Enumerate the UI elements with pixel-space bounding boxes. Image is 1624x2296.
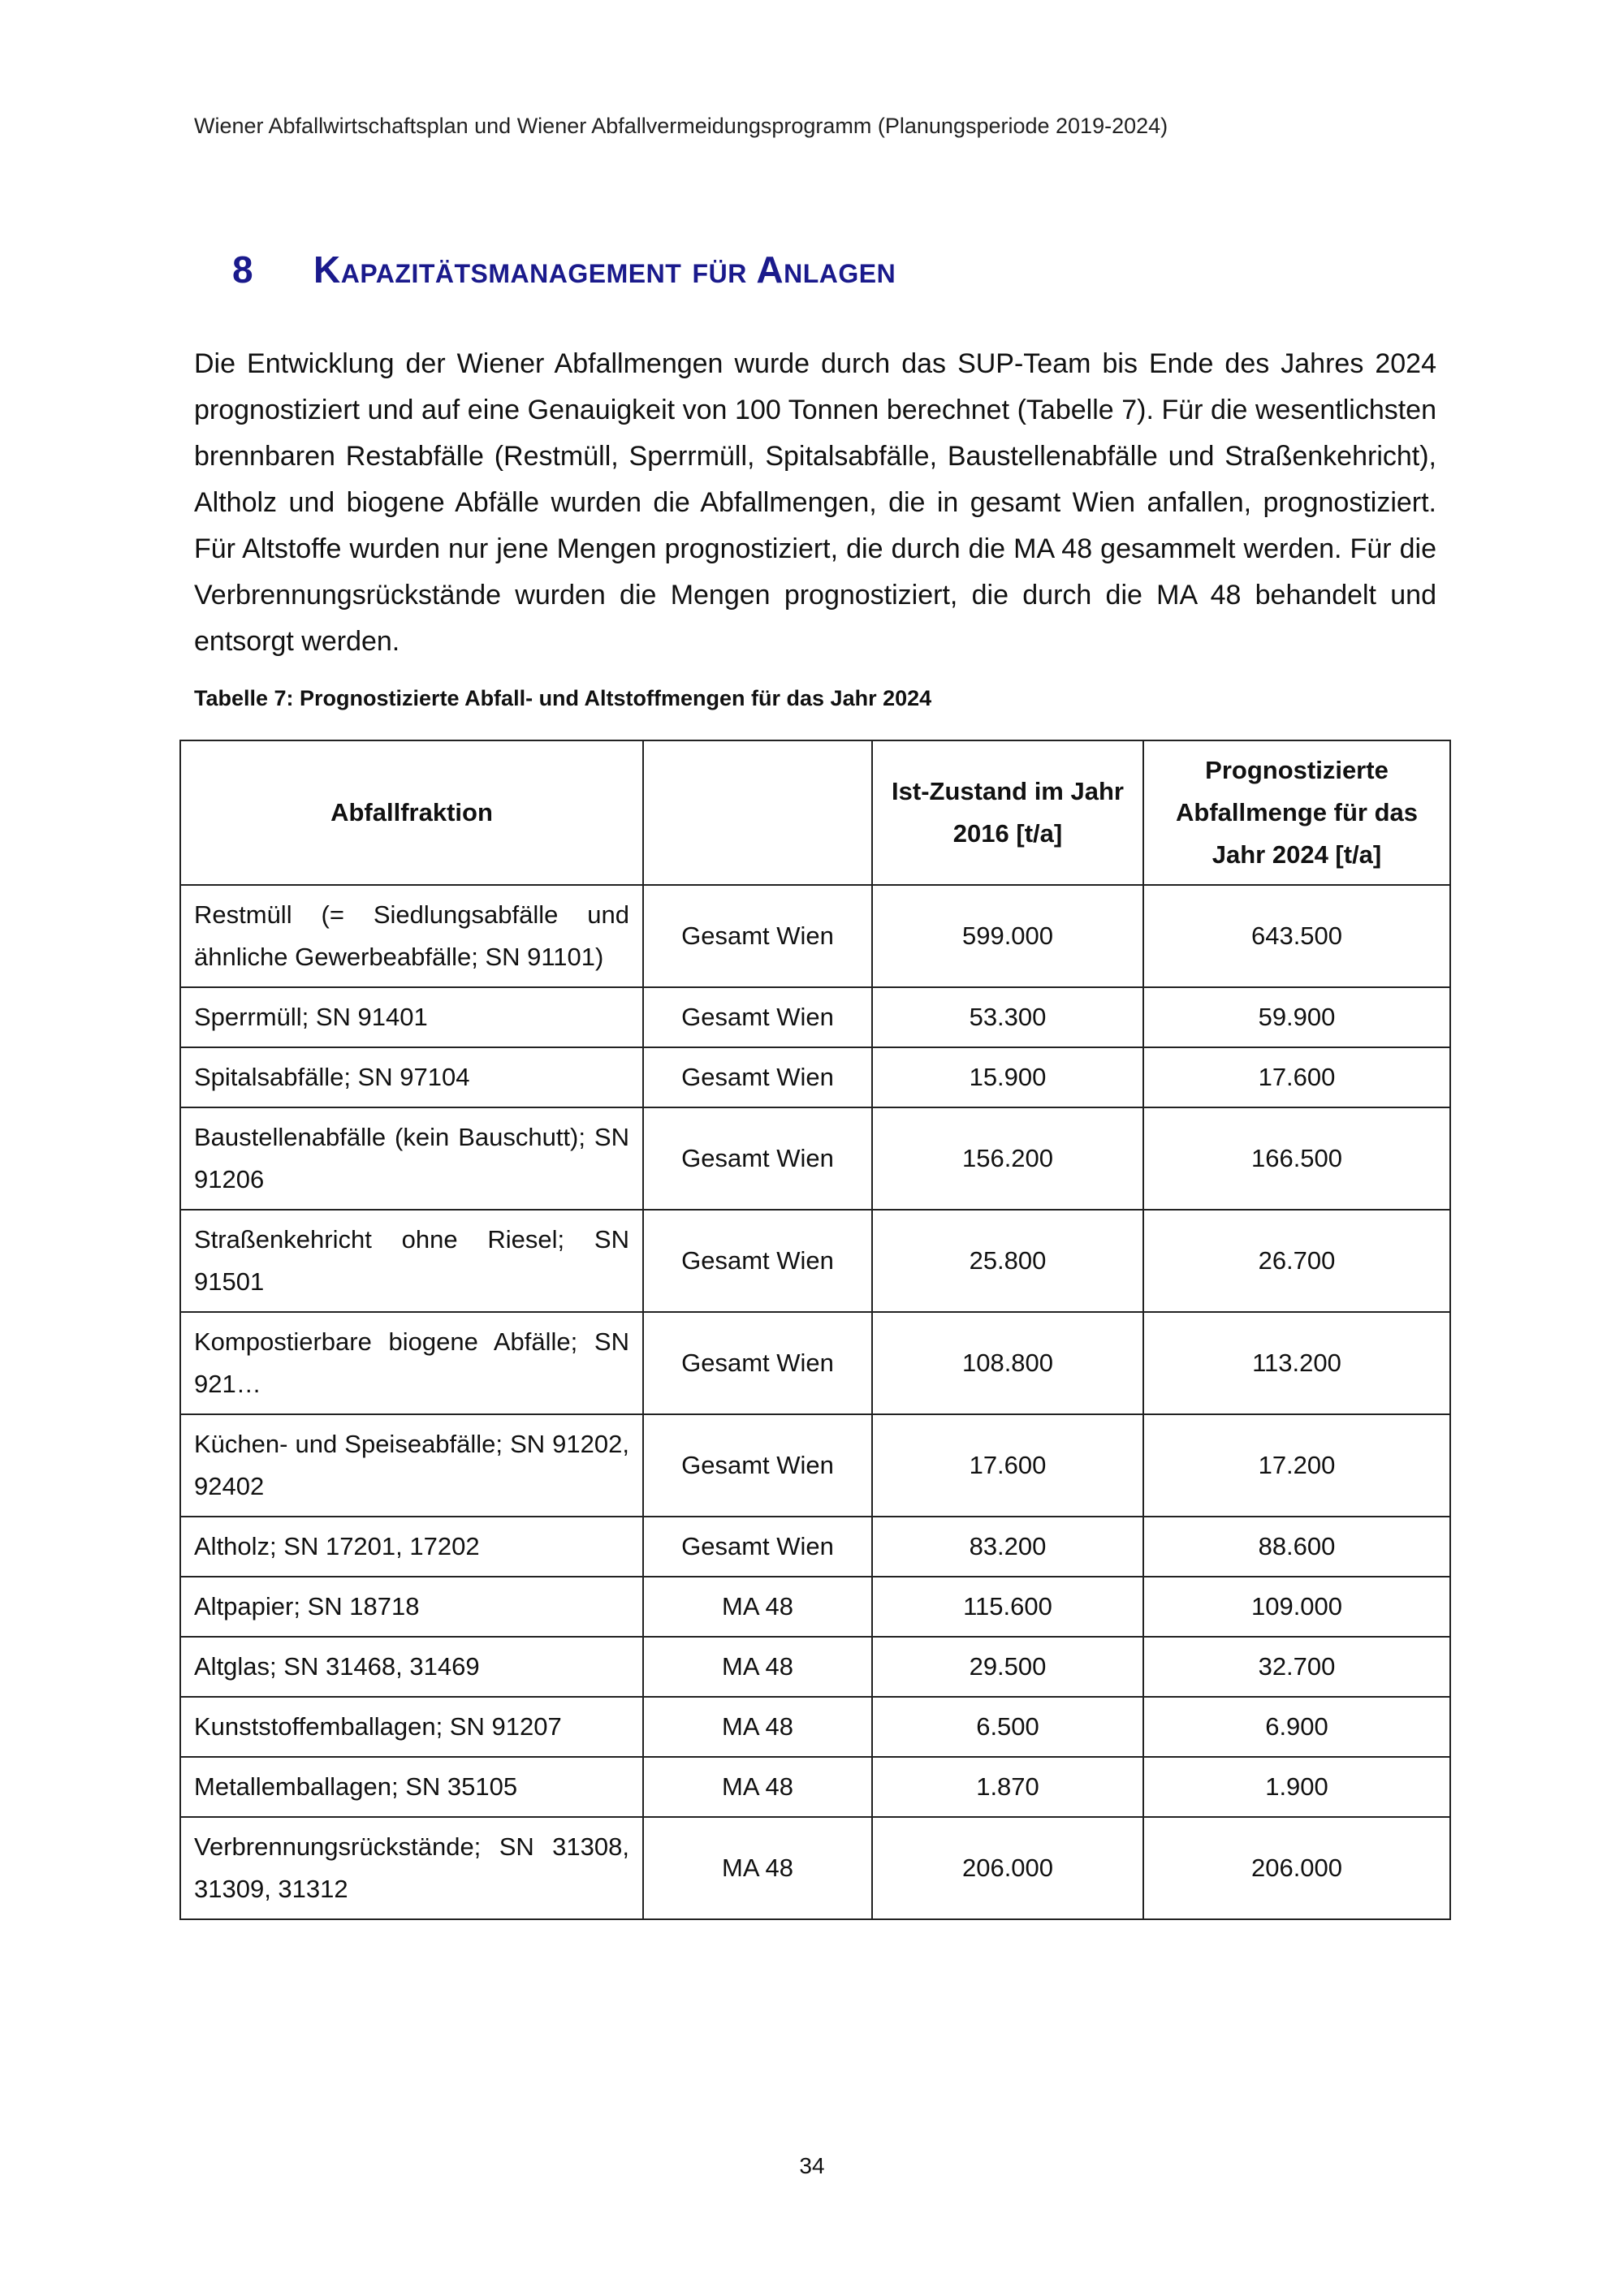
fraction-cell: Straßenkehricht ohne Riesel; SN 91501	[180, 1210, 643, 1312]
table-row	[180, 1817, 1450, 1919]
value-2024-cell: 17.200	[1143, 1414, 1450, 1517]
scope-cell: Gesamt Wien	[643, 885, 872, 987]
scope-cell: MA 48	[643, 1697, 872, 1757]
column-header	[643, 740, 872, 885]
scope-cell: MA 48	[643, 1817, 872, 1919]
table-row	[180, 1210, 1450, 1312]
fraction-cell: Küchen- und Speiseabfälle; SN 91202, 92402	[180, 1414, 643, 1517]
table-row	[180, 1517, 1450, 1577]
table-caption: Tabelle 7: Prognostizierte Abfall- und Altstoffmengen für das Jahr 2024	[194, 686, 932, 710]
value-2016-cell: 115.600	[872, 1577, 1143, 1637]
value-2016-cell: 6.500	[872, 1697, 1143, 1757]
table-row	[180, 987, 1450, 1047]
section-heading	[232, 248, 896, 291]
value-2016-cell: 15.900	[872, 1047, 1143, 1107]
table-row	[180, 1577, 1450, 1637]
column-header: Abfallfraktion	[180, 740, 643, 885]
fraction-cell: Metallemballagen; SN 35105	[180, 1757, 643, 1817]
fraction-cell: Kunststoffemballagen; SN 91207	[180, 1697, 643, 1757]
body-paragraph: Die Entwicklung der Wiener Abfallmengen wurde durch das SUP-Team bis Ende des Jahres 2024 prognostiziert und auf eine Genauigkeit von 100 Tonnen berechnet (Tabelle 7). Für die wesentlichsten brennbaren Restabfälle (Restmüll, Sperrmüll, Spitalsabfälle, Baustellenabfälle und Straßenkehricht), Altholz und biogene Abfälle wurden die Abfallmengen, die in gesamt Wien anfallen, prognostiziert. Für Altstoffe wurden nur jene Mengen prognostiziert, die durch die MA 48 gesammelt werden. Für die Verbrennungsrückstände wurden die Mengen prognostiziert, die durch die MA 48 behandelt und entsorgt werden.	[194, 348, 1436, 657]
scope-cell: Gesamt Wien	[643, 1210, 872, 1312]
value-2024-cell: 1.900	[1143, 1757, 1450, 1817]
value-2024-cell: 206.000	[1143, 1817, 1450, 1919]
value-2024-cell: 59.900	[1143, 987, 1450, 1047]
table-row	[180, 1107, 1450, 1210]
scope-cell: MA 48	[643, 1757, 872, 1817]
value-2016-cell: 83.200	[872, 1517, 1143, 1577]
section-title: Kapazitätsmanagement für Anlagen	[313, 248, 896, 291]
fraction-cell: Verbrennungsrückstände; SN 31308, 31309, 31312	[180, 1817, 643, 1919]
scope-cell: Gesamt Wien	[643, 1107, 872, 1210]
table-row	[180, 1697, 1450, 1757]
fraction-cell: Altglas; SN 31468, 31469	[180, 1637, 643, 1697]
value-2024-cell: 88.600	[1143, 1517, 1450, 1577]
scope-cell: Gesamt Wien	[643, 987, 872, 1047]
value-2024-cell: 6.900	[1143, 1697, 1450, 1757]
fraction-cell: Altholz; SN 17201, 17202	[180, 1517, 643, 1577]
table-row	[180, 1637, 1450, 1697]
value-2024-cell: 26.700	[1143, 1210, 1450, 1312]
table-header-row	[180, 740, 1450, 885]
fraction-cell: Baustellenabfälle (kein Bauschutt); SN 91206	[180, 1107, 643, 1210]
table-row	[180, 1312, 1450, 1414]
fraction-cell: Kompostierbare biogene Abfälle; SN 921…	[180, 1312, 643, 1414]
value-2024-cell: 109.000	[1143, 1577, 1450, 1637]
value-2024-cell: 113.200	[1143, 1312, 1450, 1414]
page-number: 34	[799, 2153, 825, 2178]
value-2016-cell: 599.000	[872, 885, 1143, 987]
fraction-cell: Restmüll (= Siedlungsabfälle und ähnliche Gewerbeabfälle; SN 91101)	[180, 885, 643, 987]
value-2024-cell: 166.500	[1143, 1107, 1450, 1210]
table-row	[180, 1414, 1450, 1517]
fraction-cell: Sperrmüll; SN 91401	[180, 987, 643, 1047]
scope-cell: Gesamt Wien	[643, 1047, 872, 1107]
value-2024-cell: 643.500	[1143, 885, 1450, 987]
section-number: 8	[232, 248, 253, 291]
scope-cell: MA 48	[643, 1577, 872, 1637]
scope-cell: Gesamt Wien	[643, 1312, 872, 1414]
scope-cell: MA 48	[643, 1637, 872, 1697]
value-2024-cell: 32.700	[1143, 1637, 1450, 1697]
value-2016-cell: 156.200	[872, 1107, 1143, 1210]
fraction-cell: Altpapier; SN 18718	[180, 1577, 643, 1637]
value-2016-cell: 108.800	[872, 1312, 1143, 1414]
column-header: Ist-Zustand im Jahr 2016 [t/a]	[872, 740, 1143, 885]
fraction-cell: Spitalsabfälle; SN 97104	[180, 1047, 643, 1107]
value-2016-cell: 25.800	[872, 1210, 1143, 1312]
value-2024-cell: 17.600	[1143, 1047, 1450, 1107]
running-header: Wiener Abfallwirtschaftsplan und Wiener Abfallvermeidungsprogramm (Planungsperiode 2019-2024)	[194, 114, 1168, 138]
value-2016-cell: 17.600	[872, 1414, 1143, 1517]
value-2016-cell: 53.300	[872, 987, 1143, 1047]
column-header: Prognostizierte Abfallmenge für das Jahr 2024 [t/a]	[1143, 740, 1450, 885]
waste-quantities-table	[179, 740, 1451, 1920]
scope-cell: Gesamt Wien	[643, 1414, 872, 1517]
value-2016-cell: 206.000	[872, 1817, 1143, 1919]
value-2016-cell: 1.870	[872, 1757, 1143, 1817]
table-row	[180, 885, 1450, 987]
table-row	[180, 1757, 1450, 1817]
table-row	[180, 1047, 1450, 1107]
value-2016-cell: 29.500	[872, 1637, 1143, 1697]
scope-cell: Gesamt Wien	[643, 1517, 872, 1577]
